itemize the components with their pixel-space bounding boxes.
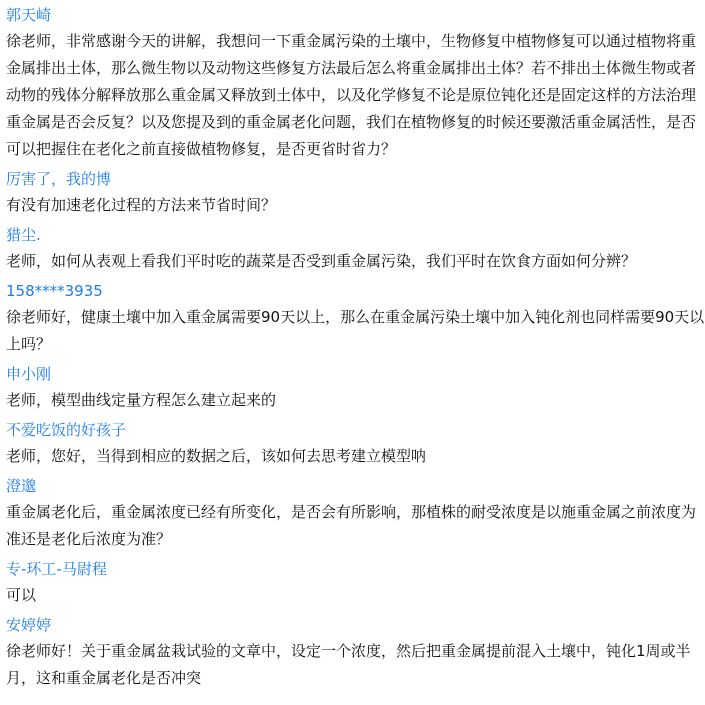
comment-text: 老师，模型曲线定量方程怎么建立起来的 — [6, 391, 277, 409]
comment-item — [6, 417, 705, 473]
comment-username[interactable]: 不爱吃饭的好孩子 — [6, 421, 127, 439]
comment-item — [6, 278, 705, 361]
comment-username[interactable]: 专-环工-马尉程 — [6, 560, 107, 578]
comment-item — [6, 222, 705, 278]
comment-username[interactable]: 澄邈 — [6, 477, 37, 495]
comment-username[interactable]: 158****3935 — [6, 282, 103, 300]
comment-item — [6, 361, 705, 417]
comment-text: 老师，如何从表观上看我们平时吃的蔬菜是否受到重金属污染，我们平时在饮食方面如何分辨？ — [6, 252, 637, 270]
comment-username[interactable]: 猎尘. — [6, 226, 41, 244]
comment-text: 可以 — [6, 586, 37, 604]
comment-text: 有没有加速老化过程的方法来节省时间？ — [6, 196, 277, 214]
comment-item — [6, 2, 705, 166]
comment-item — [6, 166, 705, 222]
comment-username[interactable]: 安婷婷 — [6, 616, 52, 634]
comment-text: 徐老师好，健康土壤中加入重金属需要90天以上，那么在重金属污染土壤中加入钝化剂也同样需要90天以上吗？ — [6, 308, 705, 353]
comment-text: 重金属老化后，重金属浓度已经有所变化，是否会有所影响，那植株的耐受浓度是以施重金属之前浓度为准还是老化后浓度为准？ — [6, 503, 697, 548]
comment-text: 老师，您好，当得到相应的数据之后，该如何去思考建立模型呐 — [6, 447, 427, 465]
comment-username[interactable]: 郭天崎 — [6, 6, 52, 24]
comment-text: 徐老师，非常感谢今天的讲解，我想问一下重金属污染的土壤中，生物修复中植物修复可以通过植物将重金属排出土体，那么微生物以及动物这些修复方法最后怎么将重金属排出土体？若不排出土体微生物或者动物的残体分解释放那么重金属又释放到土体中，以及化学修复不论是原位钝化还是固定这样的方法治理重金属是否会反复？以及您提及到的重金属老化问题，我们在植物修复的时候还要激活重金属活性，是否可以把握住在老化之前直接做植物修复，是否更省时省力？ — [6, 32, 697, 158]
comment-text: 徐老师好！关于重金属盆栽试验的文章中，设定一个浓度，然后把重金属提前混入土壤中，钝化1周或半月，这和重金属老化是否冲突 — [6, 642, 691, 687]
comment-username[interactable]: 申小刚 — [6, 365, 52, 383]
comment-username[interactable]: 厉害了，我的博 — [6, 170, 112, 188]
comment-item — [6, 556, 705, 612]
comment-item — [6, 612, 705, 695]
comment-item — [6, 473, 705, 556]
